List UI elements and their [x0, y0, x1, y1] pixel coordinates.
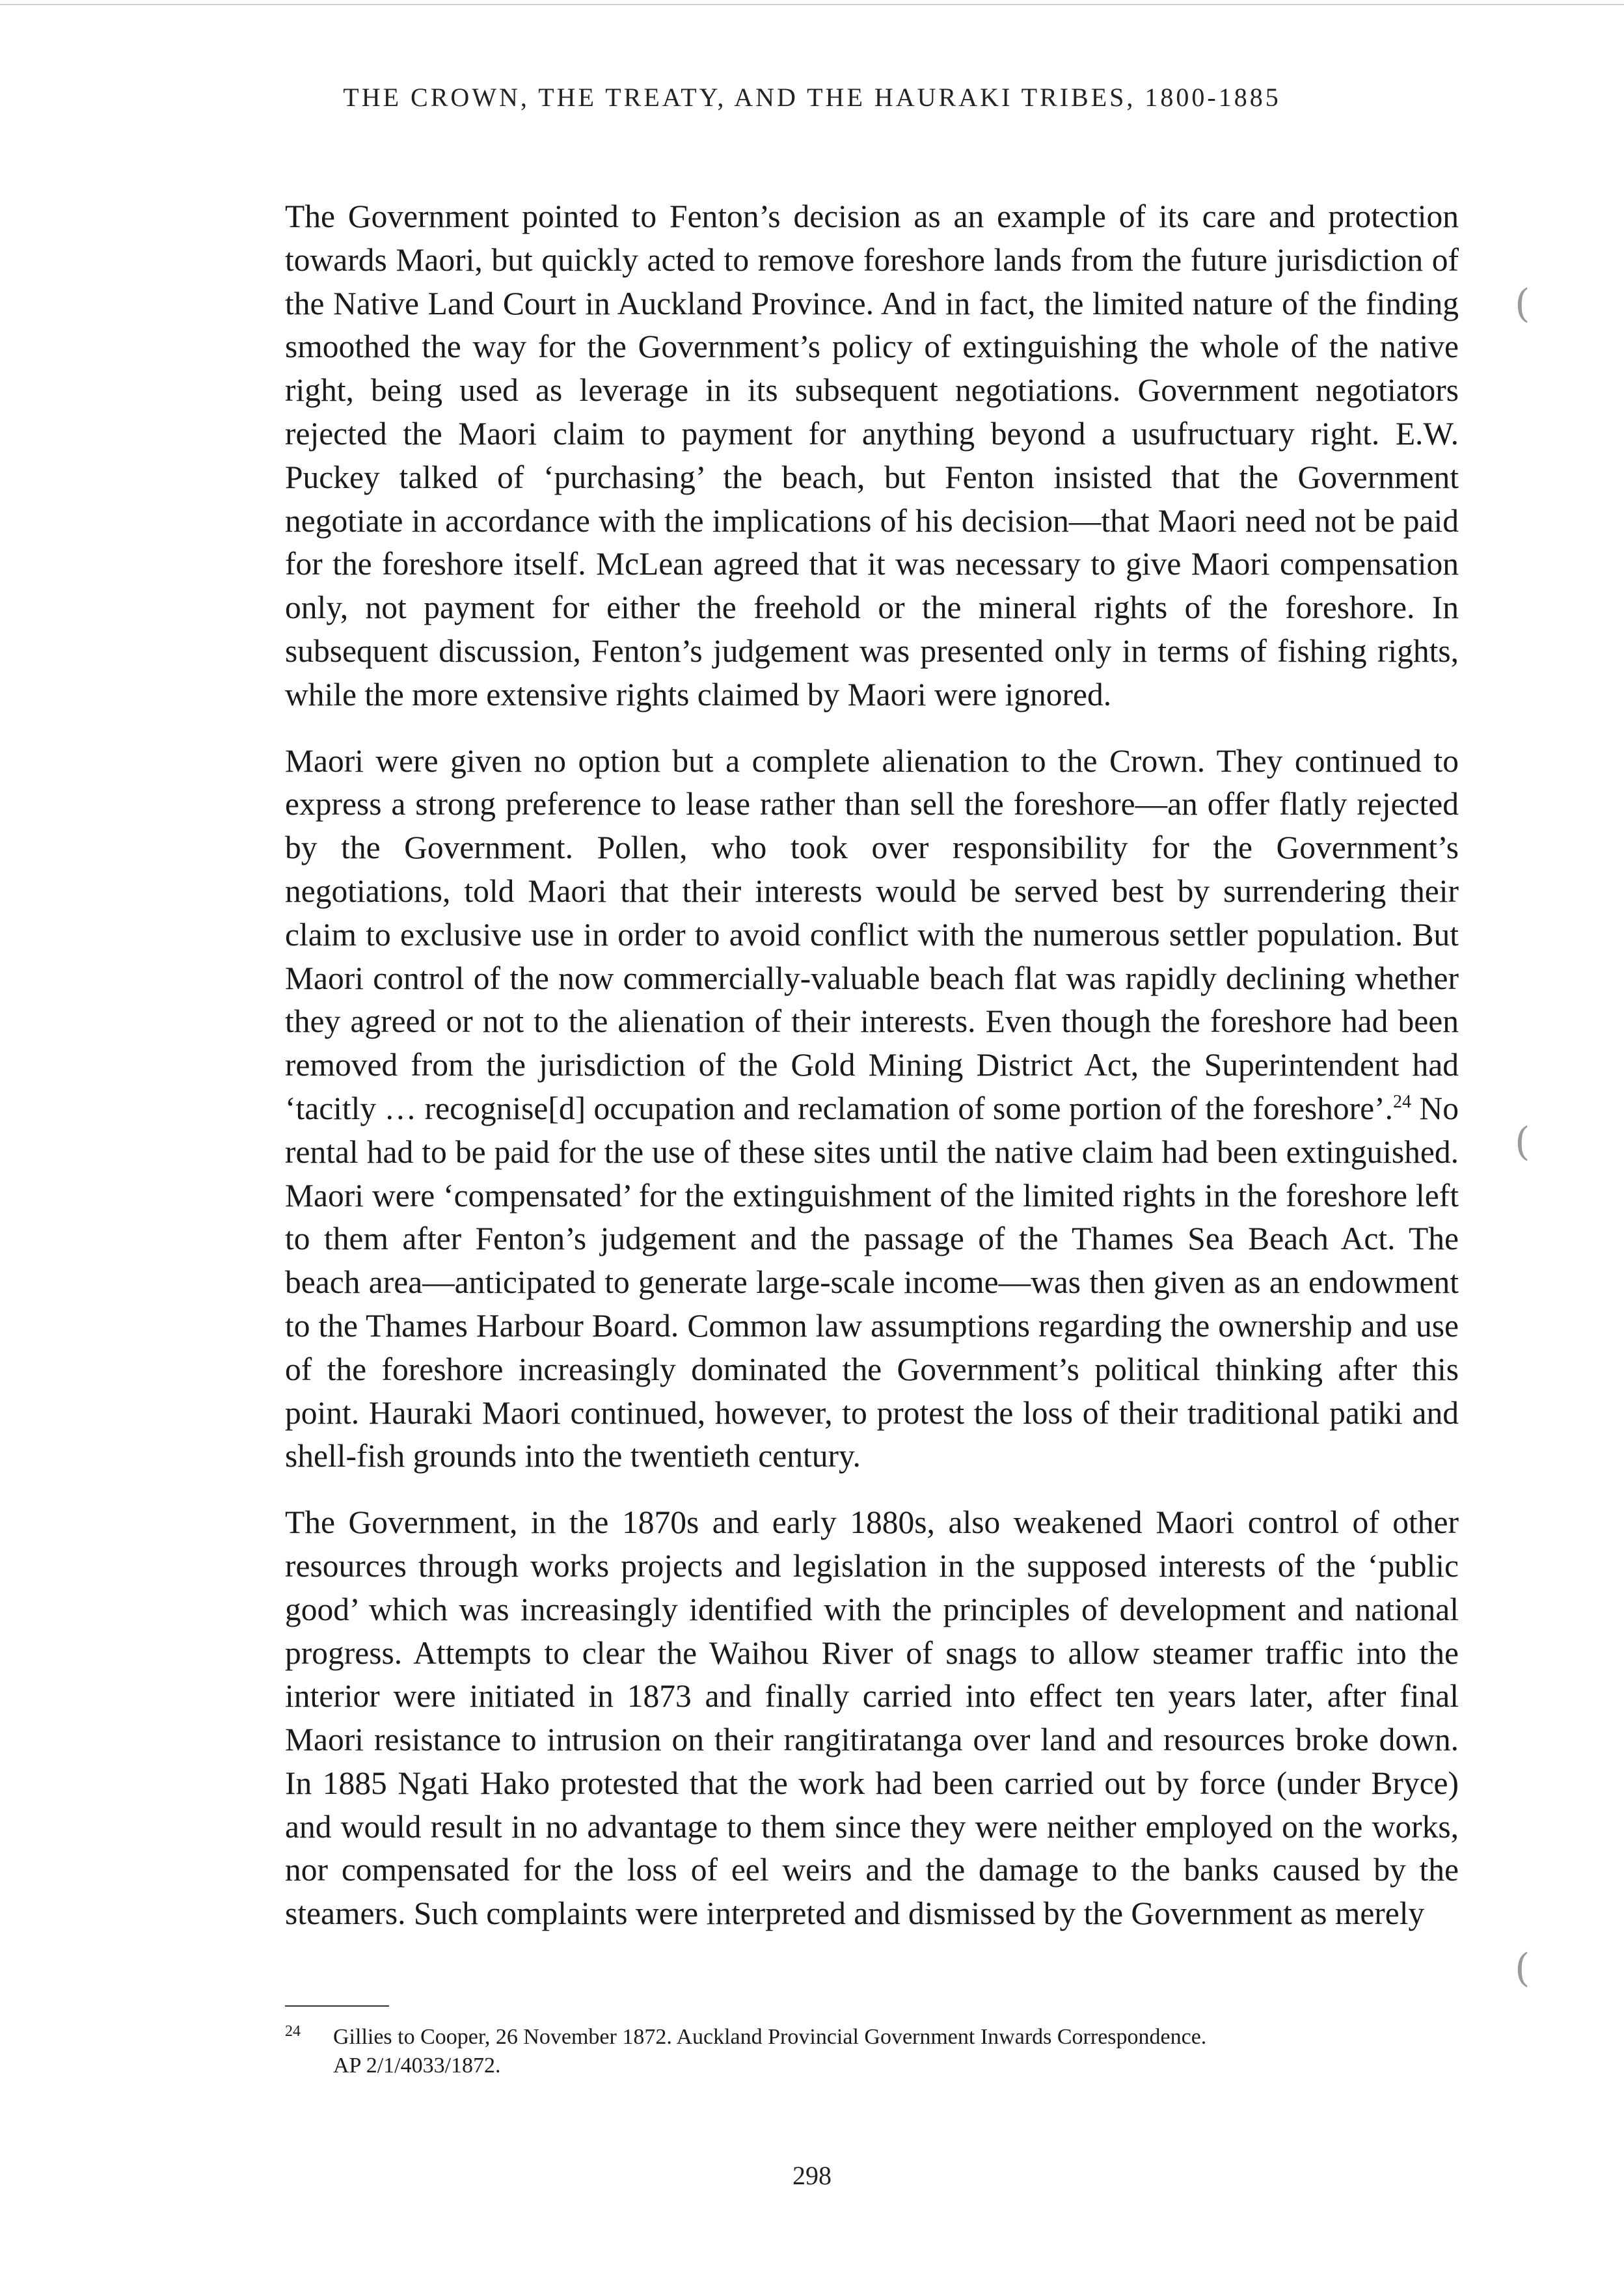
margin-bracket-mark: ( [1515, 1946, 1530, 1991]
margin-bracket-mark: ( [1515, 281, 1530, 327]
main-text [285, 195, 1459, 1959]
margin-bracket-mark: ( [1515, 1119, 1530, 1165]
scan-edge-rule [0, 4, 1624, 5]
paragraph-2-part-b: No rental had to be paid for the use of these sites until the native claim had been extinguished. Maori were ‘compensated’ for the extinguishment of the limited rights in the foreshore left to them after Fenton’s judgement and the passage of the Thames Sea Beach Act. The beach area—anticipated to generate large-scale income—was then given as an endowment to the Thames Harbour Board. Common law assumptions regarding the ownership and use of the foreshore increasingly dominated the Government’s political thinking after this point. Hauraki Maori continued, however, to protest the loss of their traditional patiki and shell-fish grounds into the twentieth century. [285, 1090, 1459, 1474]
running-header: THE CROWN, THE TREATY, AND THE HAURAKI TRIBES, 1800-1885 [343, 83, 1281, 112]
footnote-divider [285, 2005, 389, 2007]
footnote-reference-24[interactable]: 24 [1393, 1091, 1411, 1112]
page-number: 298 [792, 2161, 832, 2190]
footnote-number: 24 [285, 2023, 301, 2040]
paragraph-3: The Government, in the 1870s and early 1880s, also weakened Maori control of other resources through works projects and legislation in the supposed interests of the ‘public good’ which was increasingly identified with the principles of development and national progress. Attempts to clear the Waihou River of snags to allow steamer traffic into the interior were initiated in 1873 and finally carried into effect ten years later, after final Maori resistance to intrusion on their rangitiratanga over land and resources broke down. In 1885 Ngati Hako protested that the work had been carried out by force (under Bryce) and would result in no advantage to them since they were neither employed on the works, nor compensated for the loss of eel weirs and the damage to the banks caused by the steamers. Such complaints were interpreted and dismissed by the Government as merely [285, 1504, 1459, 1932]
paragraph-1: The Government pointed to Fenton’s decision as an example of its care and protection towards Maori, but quickly acted to remove foreshore lands from the future jurisdiction of the Native Land Court in Auckland Province. And in fact, the limited nature of the finding smoothed the way for the Government’s policy of extinguishing the whole of the native right, being used as leverage in its subsequent negotiations. Government negotiators rejected the Maori claim to payment for anything beyond a usufructuary right. E.W. Puckey talked of ‘purchasing’ the beach, but Fenton insisted that the Government negotiate in accordance with the implications of his decision—that Maori need not be paid for the foreshore itself. McLean agreed that it was necessary to give Maori compensation only, not payment for either the freehold or the mineral rights of the foreshore. In subsequent discussion, Fenton’s judgement was presented only in terms of fishing rights, while the more extensive rights claimed by Maori were ignored. [285, 198, 1459, 712]
paragraph-2 [285, 740, 1459, 1479]
footnote-line-2: AP 2/1/4033/1872. [333, 2054, 501, 2078]
footnote-line-1: Gillies to Cooper, 26 November 1872. Auckland Provincial Government Inwards Correspondence. [333, 2025, 1207, 2049]
footnote-24 [285, 2017, 1459, 2080]
paragraph-2-part-a: Maori were given no option but a complete alienation to the Crown. They continued to express a strong preference to lease rather than sell the foreshore—an offer flatly rejected by the Government. Pollen, who took over responsibility for the Government’s negotiations, told Maori that their interests would be served best by surrendering their claim to exclusive use in order to avoid conflict with the numerous settler population. But Maori control of the now commercially-valuable beach flat was rapidly declining whether they agreed or not to the alienation of their interests. Even though the foreshore had been removed from the jurisdiction of the Gold Mining District Act, the Superintendent had ‘tacitly … recognise[d] occupation and reclamation of some portion of the foreshore’. [285, 742, 1459, 1126]
